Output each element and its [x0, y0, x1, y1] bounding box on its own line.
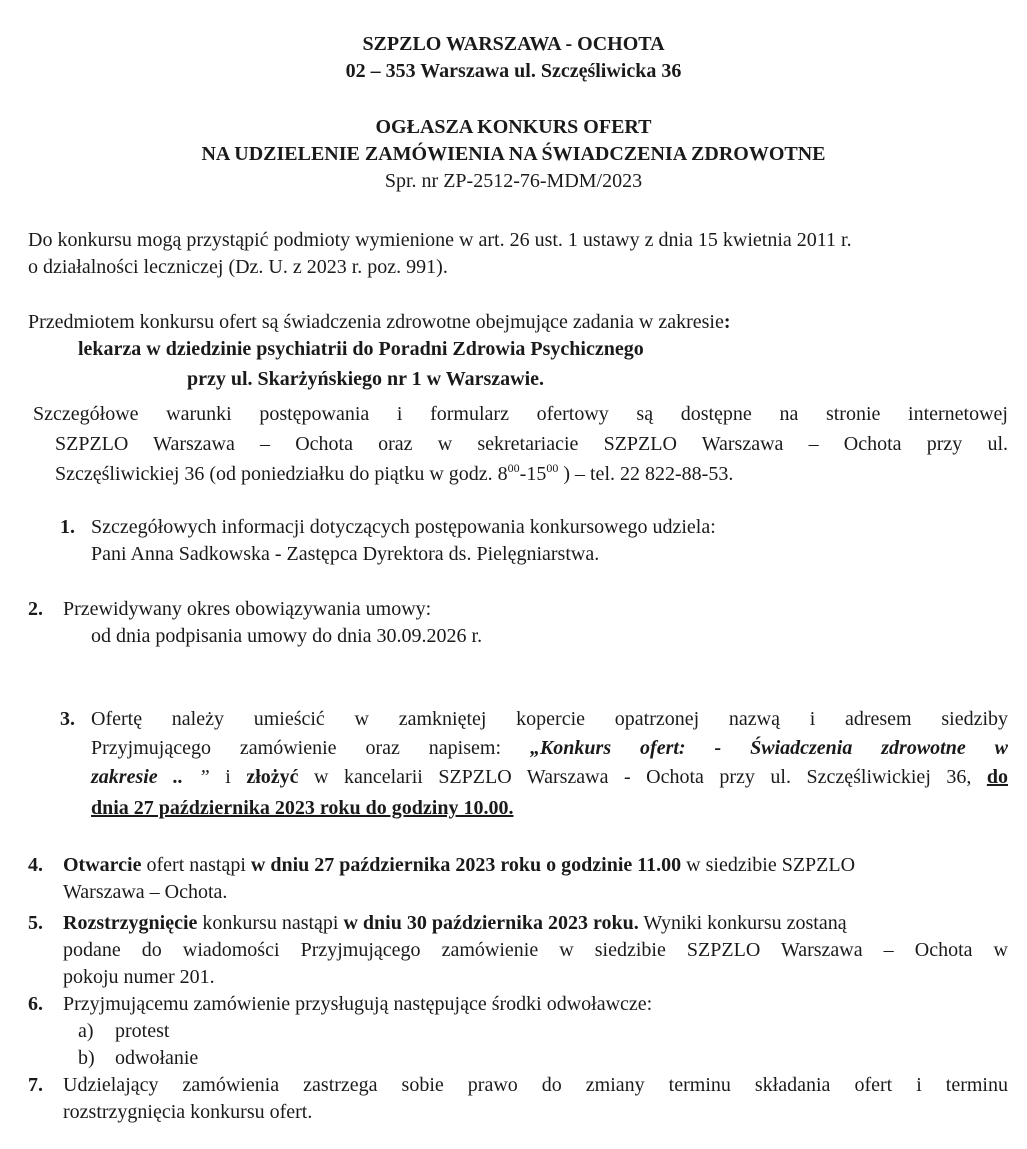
- item-5-mid: konkursu nastąpi: [197, 912, 344, 934]
- eligibility-line-1: Do konkursu mogą przystąpić podmioty wymienione w art. 26 ust. 1 ustawy z dnia 15 kwietnia 2011 r.: [28, 229, 852, 251]
- item-3-line-2: [91, 735, 1008, 762]
- item-4-line-1: [63, 852, 855, 879]
- item-3-envelope-caption: „Konkurs ofert: - Świadczenia zdrowotne w: [529, 737, 1009, 759]
- item-7-number: 7.: [28, 1074, 43, 1096]
- item-5-tail: Wyniki konkursu zostaną: [638, 912, 847, 934]
- subject-lead-text: Przedmiotem konkursu ofert są świadczenia zdrowotne obejmujące zadania w zakresie: [28, 311, 724, 333]
- subject-line-1: lekarza w dziedzinie psychiatrii do Poradni Zdrowia Psychicznego: [78, 338, 644, 360]
- item-4-number: 4.: [28, 854, 43, 876]
- item-6-number: 6.: [28, 993, 43, 1015]
- item-3-number: 3.: [60, 708, 75, 730]
- item-4-mid: ofert nastąpi: [141, 854, 251, 876]
- subject-line-2: przy ul. Skarżyńskiego nr 1 w Warszawie.: [187, 368, 545, 390]
- item-4-line-2: Warszawa – Ochota.: [63, 881, 228, 903]
- item-3-deadline-start: do: [986, 766, 1008, 788]
- item-3-label-text: Przyjmującego zamówienie oraz napisem:: [91, 737, 530, 759]
- details-line-1: Szczegółowe warunki postępowania i formularz ofertowy są dostępne na stronie internetowej: [33, 403, 1008, 425]
- item-6-sub-a: protest: [115, 1020, 170, 1042]
- reference-number: Spr. nr ZP-2512-76-MDM/2023: [384, 170, 643, 192]
- subject-lead: [28, 309, 731, 336]
- org-address: 02 – 353 Warszawa ul. Szczęśliwicka 36: [345, 60, 682, 82]
- item-5-line-3: pokoju numer 201.: [63, 966, 215, 988]
- details-hours-text: Szczęśliwickiej 36 (od poniedziałku do piątku w godz. 8: [55, 463, 508, 485]
- item-1-line-2: Pani Anna Sadkowska - Zastępca Dyrektora ds. Pielęgniarstwa.: [91, 543, 600, 565]
- details-hours-sup-2: 00: [546, 461, 559, 475]
- item-6-line-1: Przyjmującemu zamówienie przysługują następujące środki odwoławcze:: [63, 993, 653, 1015]
- item-2-line-2: od dnia podpisania umowy do dnia 30.09.2026 r.: [91, 625, 483, 647]
- item-5-resolution-date: w dniu 30 października 2023 roku.: [343, 912, 639, 934]
- details-hours-dash: -15: [519, 463, 547, 485]
- item-3-deadline: dnia 27 października 2023 roku do godziny 10.00.: [91, 797, 514, 819]
- item-3-line-1: Ofertę należy umieścić w zamkniętej kopercie opatrzonej nazwą i adresem siedziby: [91, 708, 1008, 730]
- org-name: SZPZLO WARSZAWA - OCHOTA: [362, 33, 665, 55]
- details-hours-sup-1: 00: [507, 461, 520, 475]
- item-2-number: 2.: [28, 598, 43, 620]
- item-6-sub-b: odwołanie: [115, 1047, 199, 1069]
- item-3-conj: i: [225, 766, 247, 788]
- item-2-line-1: Przewidywany okres obowiązywania umowy:: [63, 598, 432, 620]
- item-7-line-1: Udzielający zamówienia zastrzega sobie prawo do zmiany terminu składania ofert i terminu: [63, 1074, 1008, 1096]
- item-4-tail: w siedzibie SZPZLO: [681, 854, 856, 876]
- item-3-submit-word: złożyć: [246, 766, 299, 788]
- announcement-title-line2: NA UDZIELENIE ZAMÓWIENIA NA ŚWIADCZENIA ZDROWOTNE: [201, 143, 826, 165]
- item-7-line-2: rozstrzygnięcia konkursu ofert.: [63, 1101, 313, 1123]
- item-3-quote-close: ”: [198, 766, 226, 788]
- subject-colon: :: [723, 311, 731, 333]
- item-4-lead: Otwarcie: [63, 854, 142, 876]
- item-5-number: 5.: [28, 912, 43, 934]
- item-3-line-3: [91, 764, 1008, 791]
- details-line-3: [55, 461, 733, 488]
- item-1-number: 1.: [60, 516, 75, 538]
- item-3-office: w kancelarii SZPZLO Warszawa - Ochota przy ul. Szczęśliwickiej 36,: [298, 766, 987, 788]
- item-6-sub-a-marker: a): [78, 1020, 94, 1042]
- item-5-line-2: podane do wiadomości Przyjmującego zamówienie w siedzibie SZPZLO Warszawa – Ochota w: [63, 939, 1008, 961]
- details-line-2: SZPZLO Warszawa – Ochota oraz w sekretariacie SZPZLO Warszawa – Ochota przy ul.: [55, 433, 1008, 455]
- item-1-line-1: Szczegółowych informacji dotyczących postępowania konkursowego udziela:: [91, 516, 716, 538]
- details-phone: ) – tel. 22 822-88-53.: [558, 463, 734, 485]
- item-4-opening-date: w dniu 27 października 2023 roku o godzinie 11.00: [250, 854, 682, 876]
- item-5-line-1: [63, 910, 847, 937]
- item-6-sub-b-marker: b): [78, 1047, 95, 1069]
- item-3-envelope-caption-end: zakresie ..: [91, 766, 184, 788]
- eligibility-line-2: o działalności leczniczej (Dz. U. z 2023 r. poz. 991).: [28, 256, 448, 278]
- item-5-lead: Rozstrzygnięcie: [63, 912, 198, 934]
- announcement-title-line1: OGŁASZA KONKURS OFERT: [375, 116, 652, 138]
